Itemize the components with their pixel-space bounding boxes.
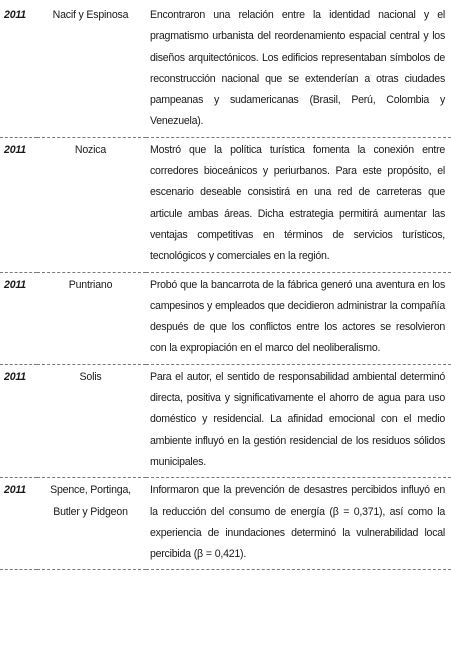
year-cell: 2011 [4, 143, 26, 156]
description-cell: Para el autor, el sentido de responsabilidad ambiental determinó directa, positiva y significativamente el ahorro de agua para uso doméstico y residencial. La afinidad emocional con el medio ambiente influyó en la gestión residencial de los residuos sólidos municipales. [150, 370, 445, 468]
description-cell: Informaron que la prevención de desastres percibidos influyó en la reducción del consumo de energía (β = 0,371), así como la experiencia de inundaciones determinó la vulnerabilidad local percibida (β = 0,421). [150, 484, 445, 561]
author-cell: Spence, Portinga, Butler y Pidgeon [50, 484, 131, 518]
literature-review-table [0, 3, 451, 570]
table-row [0, 364, 451, 477]
table-row [0, 272, 451, 364]
year-cell: 2011 [4, 9, 26, 21]
author-cell: Nozica [74, 143, 107, 156]
description-cell: Probó que la bancarrota de la fábrica generó una aventura en los campesinos y empleados que decidieron administrar la compañía después de que los conflictos entre los actores se resolvieron con la expropiación en el marco del neoliberalismo. [150, 278, 445, 355]
table-row [0, 478, 451, 570]
table-row [0, 137, 451, 272]
author-cell: Solis [79, 370, 102, 383]
table-row [0, 3, 451, 137]
description-cell: Encontraron una relación entre la identidad nacional y el pragmatismo urbanista del reordenamiento espacial central y los diseños arquitectónicos. Los edificios representaban símbolos de reconstrucción nacional que se extenderían a otras ciudades pampeanas y sudamericanas (Brasil, Perú, Colombia y Venezuela). [150, 9, 445, 128]
description-cell: Mostró que la política turística fomenta la conexión entre corredores bioceánicos y periurbanos. Para este propósito, el escenario deseable consistirá en una red de carreteras que articule ambas áreas. Dicha estrategia permitirá aumentar las ventajas competitivas en términos de servicios turísticos, tecnológicos y comerciales en la región. [150, 143, 445, 263]
author-cell: Nacif y Espinosa [52, 9, 129, 21]
author-cell: Puntriano [68, 278, 113, 291]
year-cell: 2011 [4, 278, 26, 291]
year-cell: 2011 [4, 484, 26, 497]
year-cell: 2011 [4, 370, 26, 383]
